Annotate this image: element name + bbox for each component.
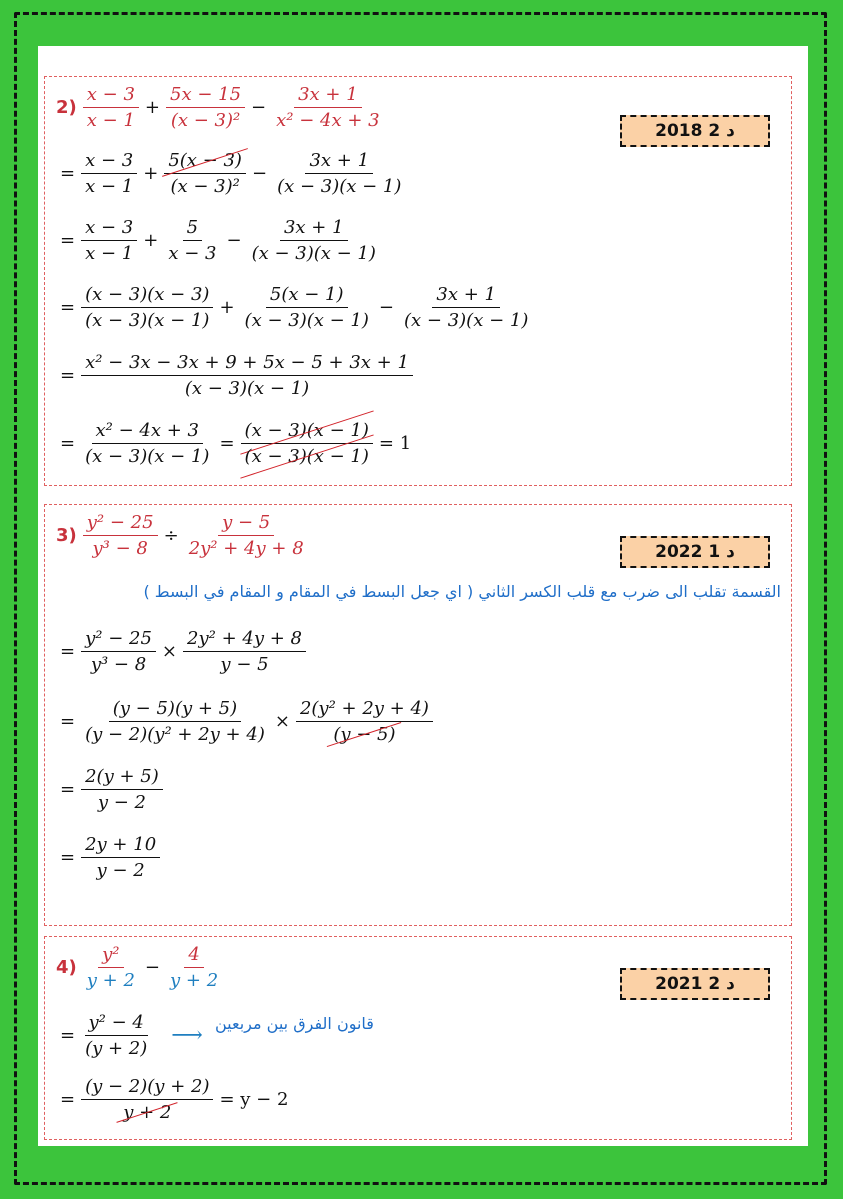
fraction: $\frac{3x + 1}{(x - 3)(x - 1)}$	[404, 284, 529, 331]
fraction: $\frac{2(y + 5)}{y - 2}$	[81, 766, 163, 813]
step-4-1	[56, 1012, 207, 1059]
equals-sign: =	[60, 365, 76, 386]
problem-2	[56, 84, 386, 131]
step-3-2	[56, 698, 435, 745]
problem-number: 2)	[56, 97, 77, 118]
result: = y − 2	[219, 1089, 289, 1110]
minus-sign: −	[251, 163, 268, 184]
minus-sign: −	[144, 957, 161, 978]
result: = 1	[378, 433, 412, 454]
problem-4	[56, 944, 224, 991]
equals-sign: =	[219, 433, 235, 454]
fraction: $\frac{(y - 5)(y + 5)}{\text{(y − 2)(y² + 2y + 4)}}$	[85, 698, 265, 745]
fraction: $\frac{3x + 1}{\text{x² − 4x + 3}}$	[276, 84, 380, 131]
equals-sign: =	[60, 1025, 76, 1046]
equals-sign: =	[60, 297, 76, 318]
fraction: $\frac{4}{y + 2}$	[170, 944, 219, 991]
minus-sign: −	[378, 297, 394, 318]
fraction: $\frac{\text{y² − 25}}{\text{y³ − 8}}$	[81, 628, 156, 675]
step-4-2	[56, 1076, 292, 1123]
fraction: $\frac{x - 3}{x - 1}$	[81, 150, 137, 197]
times-sign: ×	[161, 641, 178, 662]
fraction: $\frac{(y - 2)(y + 2)}{y + 2}$	[81, 1076, 213, 1123]
year-badge-2018: 2018 د 2	[620, 115, 770, 147]
year-badge-2021: 2021 د 2	[620, 968, 770, 1000]
fraction: $\frac{\text{x² − 4x + 3}}{(x - 3)(x - 1)}$	[85, 420, 210, 467]
fraction: $\frac{5(x - 3)}{\text{(x − 3)²}}$	[164, 150, 246, 197]
minus-sign: −	[251, 97, 267, 118]
step-3-4	[56, 834, 162, 881]
equals-sign: =	[60, 433, 76, 454]
step-2-4	[56, 352, 415, 399]
fraction: $\frac{\text{x² − 3x − 3x + 9 + 5x − 5 + 3x + 1}}{(x - 3)(x - 1)}$	[81, 352, 413, 399]
fraction: $\frac{\text{y²}}{y + 2}$	[86, 944, 135, 991]
plus-sign: +	[143, 230, 159, 251]
problem-number: 3)	[56, 525, 77, 546]
fraction: $\frac{\text{y² − 4}}{(y + 2)}$	[85, 1012, 148, 1059]
times-sign: ×	[274, 711, 290, 732]
equals-sign: =	[60, 711, 76, 732]
fraction: $\frac{3x + 1}{(x - 3)(x - 1)}$	[251, 217, 376, 264]
fraction: $\frac{2y + 10}{y - 2}$	[81, 834, 160, 881]
fraction: $\frac{5}{x - 3}$	[168, 217, 217, 264]
arrow-icon: ⟶	[171, 1023, 203, 1048]
fraction: $\frac{5(x - 1)}{(x - 3)(x - 1)}$	[244, 284, 369, 331]
fraction: $\frac{5x - 15}{\text{(x − 3)²}}$	[166, 84, 245, 131]
fraction: $\frac{\text{2(y² + 2y + 4)}}{(y - 5)}$	[296, 698, 433, 745]
step-3-3	[56, 766, 165, 813]
divide-sign: ÷	[163, 525, 179, 546]
fraction: $\frac{(x - 3)(x - 1)}{(x - 3)(x - 1)}$	[241, 420, 373, 467]
step-3-1	[56, 628, 308, 675]
fraction: $\frac{x - 3}{x - 1}$	[81, 217, 137, 264]
equals-sign: =	[60, 163, 76, 184]
plus-sign: +	[144, 97, 160, 118]
plus-sign: +	[143, 163, 159, 184]
step-2-3	[56, 284, 534, 331]
problem-number: 4)	[56, 957, 77, 978]
step-2-2	[56, 217, 382, 264]
equals-sign: =	[60, 847, 76, 868]
fraction: $\frac{\text{y² − 25}}{\text{y³ − 8}}$	[83, 512, 158, 559]
fraction: $\frac{y - 5}{\text{2y² + 4y + 8}}$	[188, 512, 304, 559]
equals-sign: =	[60, 1089, 76, 1110]
step-2-1	[56, 150, 407, 197]
year-badge-2022: 2022 د 1	[620, 536, 770, 568]
fraction: $\frac{x - 3}{x - 1}$	[83, 84, 139, 131]
equals-sign: =	[60, 779, 76, 800]
fraction: $\frac{(x - 3)(x - 3)}{(x - 3)(x - 1)}$	[81, 284, 213, 331]
arabic-note-difference-of-squares: قانون الفرق بين مربعين	[215, 1014, 374, 1033]
fraction: $\frac{\text{2y² + 4y + 8}}{y - 5}$	[183, 628, 306, 675]
step-2-5	[56, 420, 415, 467]
fraction: $\frac{3x + 1}{(x - 3)(x - 1)}$	[277, 150, 402, 197]
arabic-note-division: القسمة تقلب الى ضرب مع قلب الكسر الثاني ( اي جعل البسط في المقام و المقام في البسط )	[143, 582, 781, 601]
plus-sign: +	[219, 297, 235, 318]
minus-sign: −	[226, 230, 242, 251]
equals-sign: =	[60, 230, 76, 251]
problem-3	[56, 512, 310, 559]
equals-sign: =	[60, 641, 76, 662]
